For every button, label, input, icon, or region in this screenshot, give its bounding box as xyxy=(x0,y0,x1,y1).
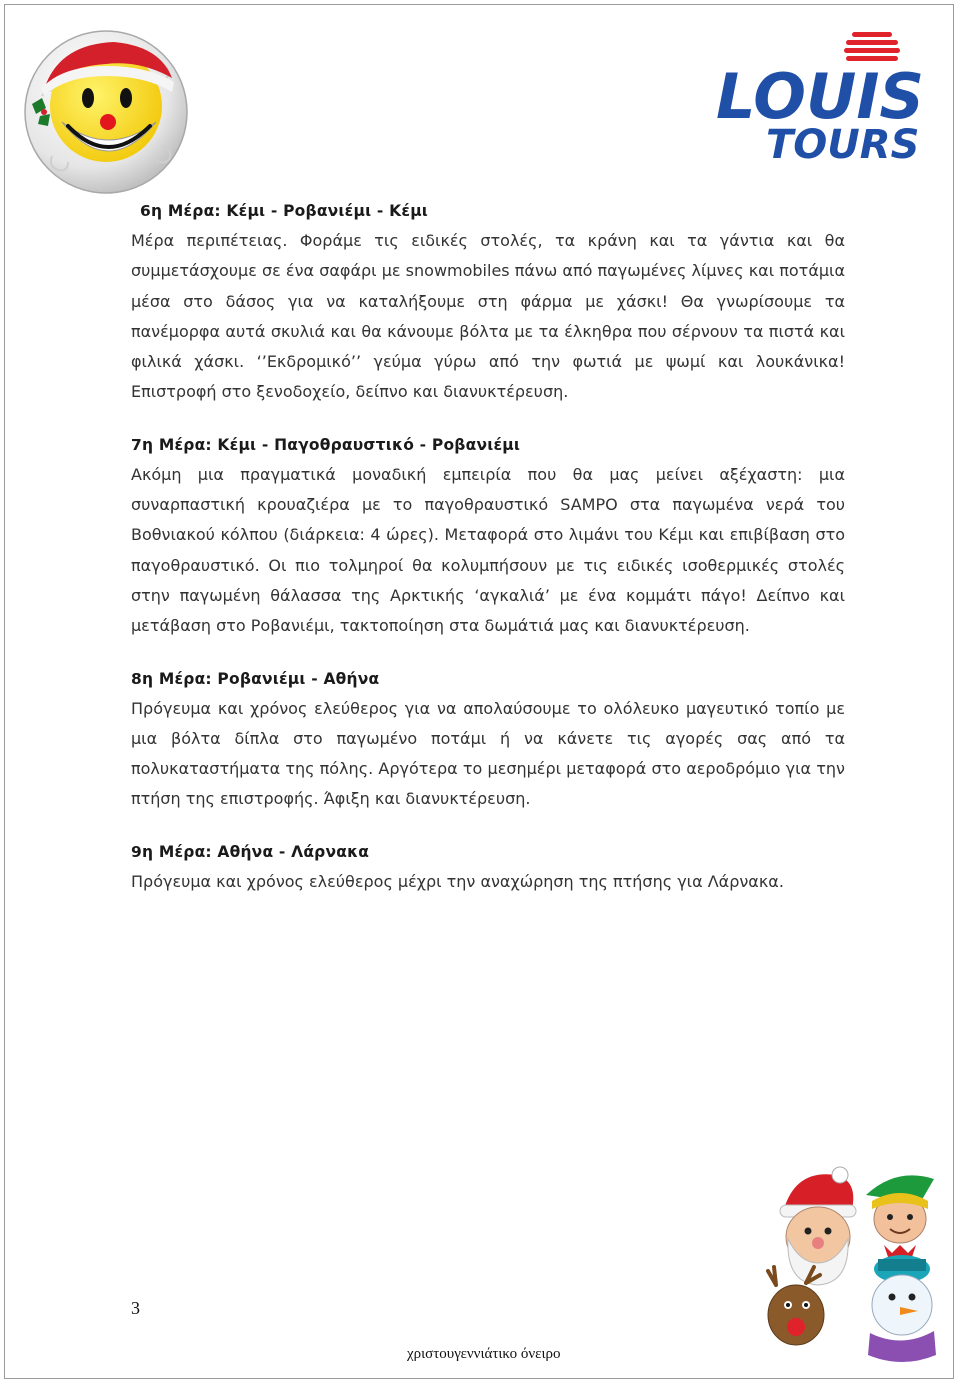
page-number: 3 xyxy=(131,1298,140,1318)
footer-text: χριστουγεννιάτικο όνειρο xyxy=(407,1346,561,1362)
santa-smiley-balloon-icon xyxy=(22,26,190,196)
day-body: Πρόγευμα και χρόνος ελεύθερος μέχρι την αναχώρηση της πτήσης για Λάρνακα. xyxy=(131,871,784,891)
day-title: 8η Μέρα: Ροβανιέμι - Αθήνα xyxy=(131,669,380,688)
day-body: Πρόγευμα και χρόνος ελεύθερος για να απολαύσουμε το ολόλευκο μαγευτικό τοπίο με μια βόλτα δίπλα στο παγωμένο ποτάμι ή να κάνετε τις αγορές σας από τα πολυκαταστήματα της πόλης. Αργότερα το μεσημέρι μεταφορά στο αεροδρόμιο για την πτήση της επιστροφής. Άφιξη και διανυκτέρευση. xyxy=(131,698,845,809)
louis-tours-logo xyxy=(712,28,940,168)
day-title: 9η Μέρα: Αθήνα - Λάρνακα xyxy=(131,842,370,861)
day-title: 6η Μέρα: Κέμι - Ροβανιέμι - Κέμι xyxy=(140,202,429,220)
day-body: Μέρα περιπέτειας. Φοράμε τις ειδικές στολές, τα κράνη και τα γάντια και θα συμμετάσχουμε σε ένα σαφάρι με snowmobiles πάνω από παγωμένες λίμνες και ποτάμια μέσα στο δάσος για να καταλήξουμε στη φάρμα με χάσκι! Θα γνωρίσουμε τα πανέμορφα αυτά σκυλιά και θα κάνουμε βόλτα με τα έλκηθρα που σέρνουν τα πιστά και φιλικά χάσκι. ‘’Εκδρομικό’’ γεύμα γύρω από την φωτιά με ψωμί και λουκάνικα! Επιστροφή στο ξενοδοχείο, δείπνο και διανυκτέρευση. xyxy=(131,231,845,402)
logo-line1: LOUIS xyxy=(716,60,925,133)
christmas-characters-icon xyxy=(766,1165,944,1370)
day-body: Ακόμη μια πραγματικά μοναδική εμπειρία που θα μας μείνει αξέχαστη: μια συναρπαστική κρουαζιέρα με το παγοθραυστικό SAMPO στα παγωμένα νερά του Βοθνιακού κόλπου (διάρκεια: 4 ώρες). Μεταφορά στο λιμάνι του Κέμι και επιβίβαση στο παγοθραυστικό. Οι πιο τολμηροί θα κολυμπήσουν με τις ειδικές ισοθερμικές στολές στην παγωμένη θάλασσα της Αρκτικής ‘αγκαλιά’ με ένα κομμάτι πάγο! Δείπνο και μετάβαση στο Ροβανιέμι, τακτοποίηση στα δωμάτιά μας και διανυκτέρευση. xyxy=(131,464,845,636)
day-section xyxy=(131,664,845,815)
day-title: 7η Μέρα: Κέμι - Παγοθραυστικό - Ροβανιέμι xyxy=(131,435,521,454)
day-section xyxy=(131,837,845,897)
day-section xyxy=(131,196,845,408)
day-section xyxy=(131,430,845,642)
itinerary xyxy=(131,196,845,919)
logo-line2: TOURS xyxy=(766,122,920,168)
